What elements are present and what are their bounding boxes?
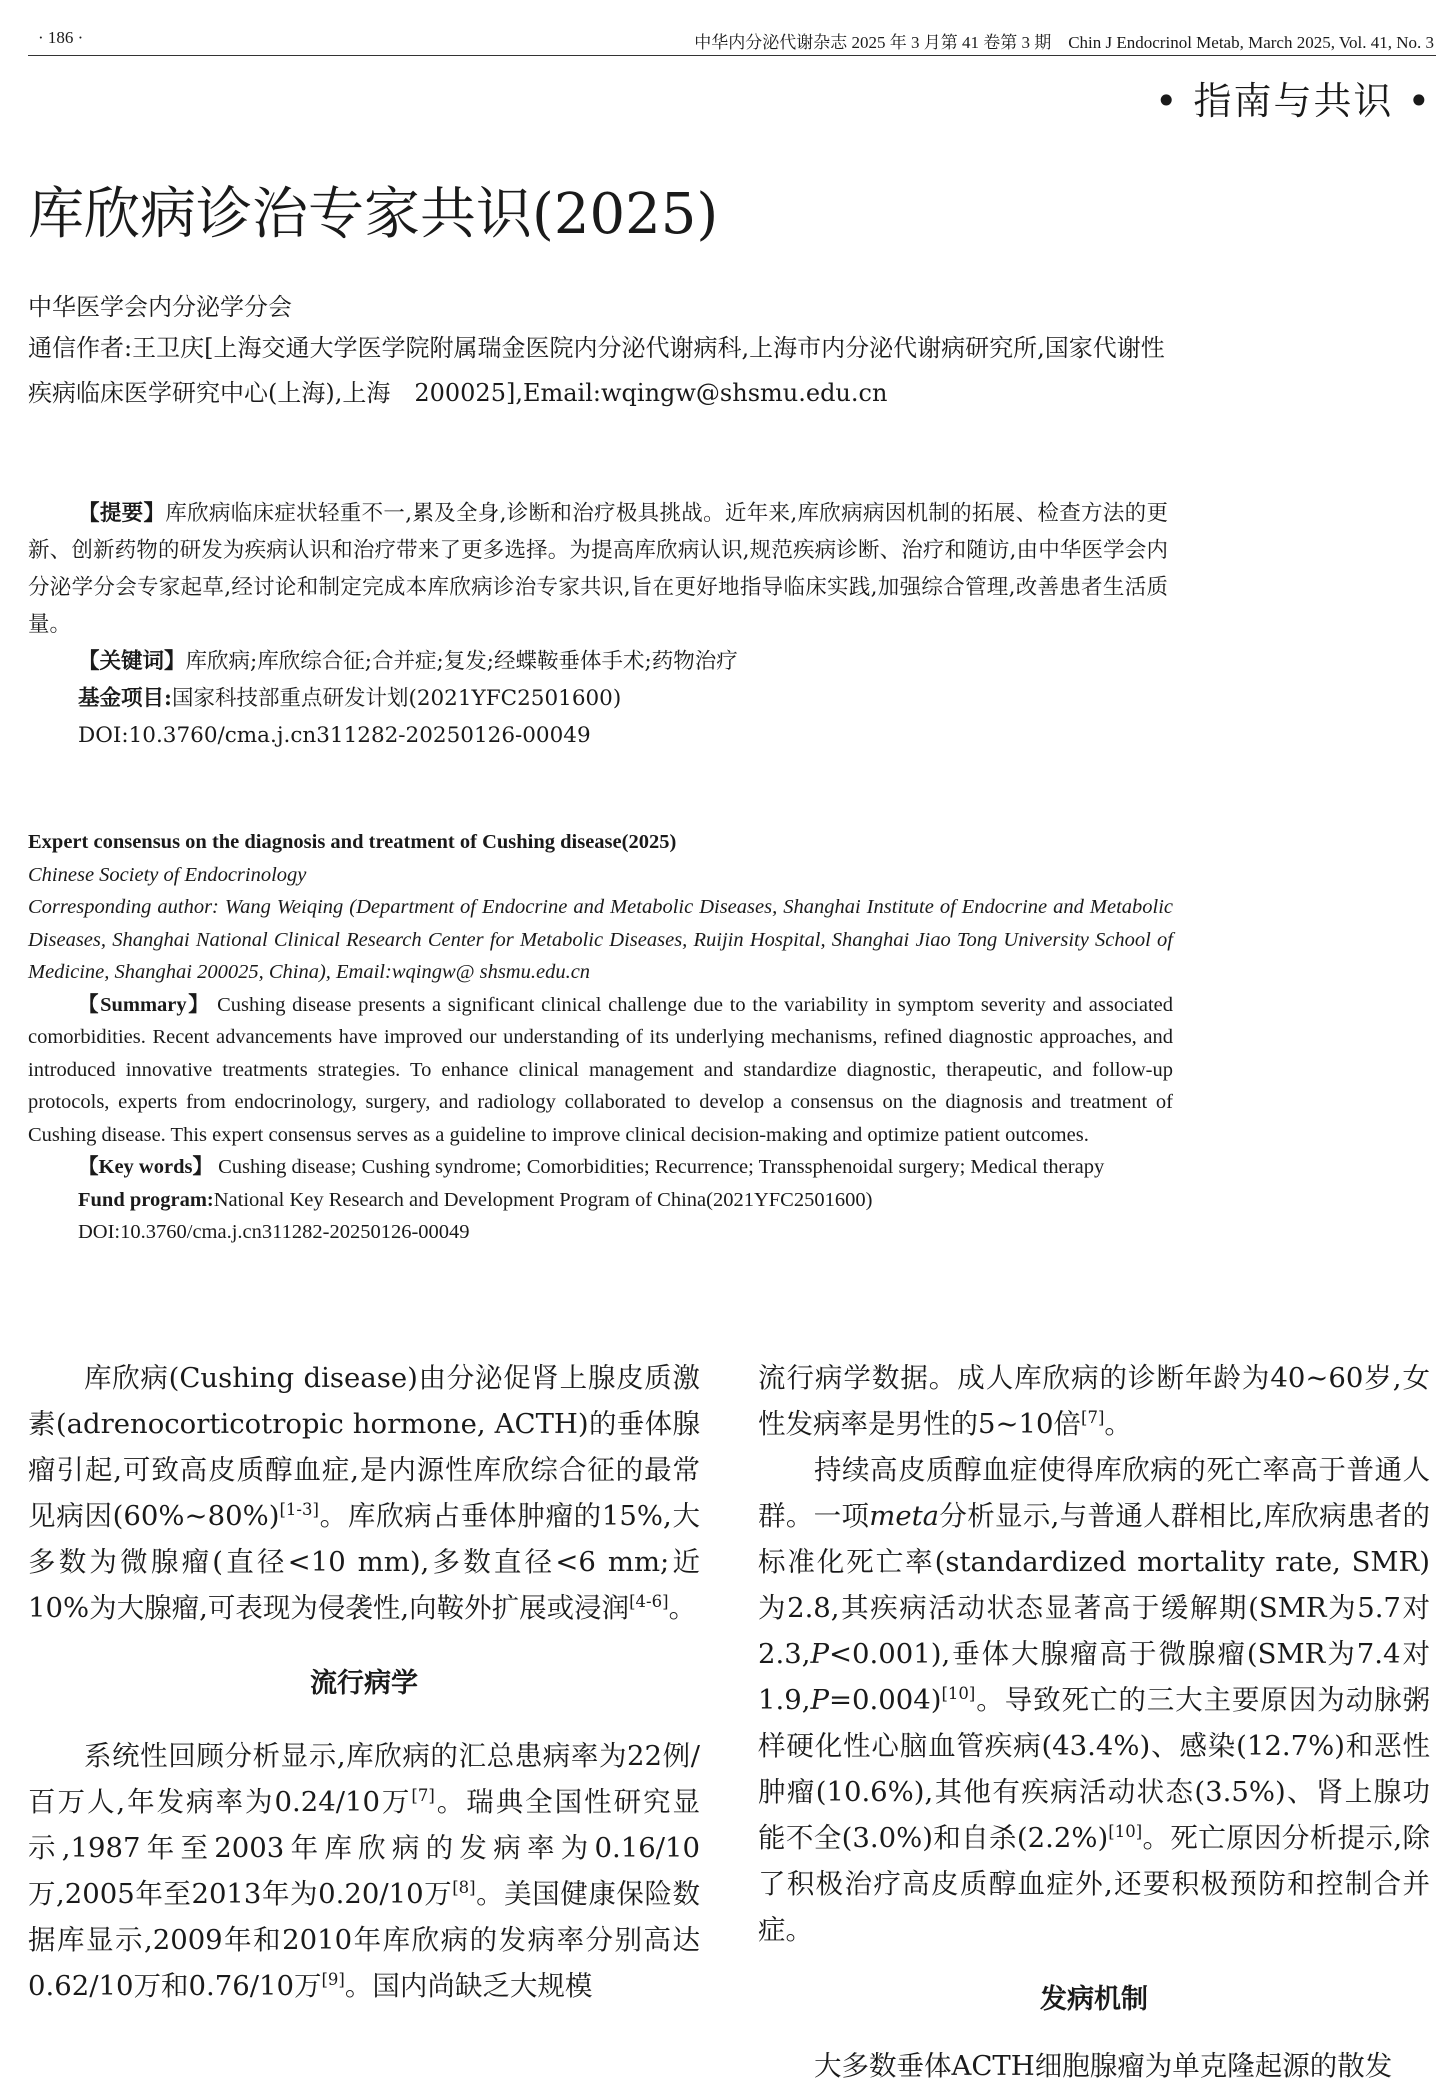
article-title: 库欣病诊治专家共识(2025)	[28, 182, 719, 247]
citation-ref: [10]	[1108, 1821, 1143, 1841]
fund-cn-label: 基金项目:	[78, 686, 172, 711]
fund-cn	[28, 680, 1168, 717]
section-tag: • 指南与共识 •	[1155, 79, 1432, 123]
header-rule	[28, 55, 1436, 56]
text-run: 。	[1104, 1408, 1132, 1440]
text-run: 。导致死亡的三大主要原因为动脉粥样硬化性心脑血管疾病(43.4%)、感染(12.7%)和恶性肿瘤(10.6%),其他有疾病活动状态(3.5%)、肾上腺功能不全(3.0%)和自杀(2.2%)	[758, 1684, 1430, 1854]
fund-en-label: Fund program:	[78, 1188, 214, 1211]
summary-cn-label: 【提要】	[78, 501, 166, 526]
keywords-cn-text: 库欣病;库欣综合征;合并症;复发;经蝶鞍垂体手术;药物治疗	[185, 649, 738, 674]
corresponding-cn: 通信作者:王卫庆[上海交通大学医学院附属瑞金医院内分泌代谢病科,上海市内分泌代谢病研究所,国家代谢性疾病临床医学研究中心(上海),上海 200025],Email:wqingw@shsmu.edu.cn	[28, 334, 1165, 407]
text-run-italic: meta	[869, 1500, 940, 1532]
corresponding-en	[28, 891, 1173, 989]
text-run: 流行病学数据。成人库欣病的诊断年龄为40~60岁,女性发病率是男性的5~10倍	[758, 1362, 1430, 1440]
keywords-cn-label: 【关键词】	[78, 649, 186, 674]
fund-en-text: National Key Research and Development Program of China(2021YFC2501600)	[213, 1188, 873, 1211]
keywords-en	[28, 1151, 1173, 1184]
summary-cn	[28, 495, 1168, 643]
text-run: 。瑞典全国性研究显示,1987年至2003年库欣病的发病率为0.16/10万,2005年至2013年为0.20/10万	[28, 1786, 701, 1910]
corresponding-en-label: Corresponding author:	[28, 896, 219, 918]
text-run-italic: P	[810, 1638, 829, 1670]
author-cn: 中华医学会内分泌学分会	[28, 293, 292, 321]
corresponding-en-text: Wang Weiqing (Department of Endocrine and Metabolic Diseases, Shanghai Institute of Endocrine and Metabolic Diseases, Shanghai National Clinical Research Center for Metabolic Diseases, Ruijin Hospital, Shanghai Jiao Tong University School of Medicine, Shanghai 200025, China), Email:wqingw@ shsmu.edu.cn	[28, 896, 1174, 983]
text-run: 。死亡原因分析提示,除了积极治疗高皮质醇血症外,还要积极预防和控制合并症。	[758, 1822, 1430, 1946]
body-paragraph-epidemiology	[28, 1733, 700, 2009]
text-run: <0.001),垂体大腺瘤高于微腺瘤(SMR为7.4对1.9,	[758, 1638, 1430, 1716]
doi-en: DOI:10.3760/cma.j.cn311282-20250126-00049	[78, 1221, 470, 1243]
text-run: 。库欣病占垂体肿瘤的15%,大多数为微腺瘤(直径<10 mm),多数直径<6 mm;近10%为大腺瘤,可表现为侵袭性,向鞍外扩展或浸润	[28, 1500, 700, 1624]
section-heading-pathogenesis: 发病机制	[1040, 1984, 1148, 2015]
summary-en	[28, 989, 1173, 1152]
body-column-right	[758, 1355, 1430, 2089]
doi-cn: DOI:10.3760/cma.j.cn311282-20250126-00049	[78, 723, 591, 748]
text-run: 持续高皮质醇血症使得库欣病的死亡率高于普通人群。一项	[758, 1454, 1430, 1532]
title-en: Expert consensus on the diagnosis and treatment of Cushing disease(2025)	[28, 831, 677, 853]
abstract-en	[28, 826, 1173, 1249]
body-column-left	[28, 1355, 700, 2009]
text-run: =0.004)	[829, 1684, 942, 1716]
summary-en-text: Cushing disease presents a significant clinical challenge due to the variability in symptom severity and associated comorbidities. Recent advancements have improved our understanding of its underlying mechanisms, refined diagnostic approaches, and introduced innovative treatments strategies. To enhance clinical management and standardize diagnostic, therapeutic, and follow-up protocols, experts from endocrinology, surgery, and radiology collaborated to develop a consensus on the diagnosis and treatment of Cushing disease. This expert consensus serves as a guideline to improve clinical decision-making and optimize patient outcomes.	[28, 993, 1174, 1146]
journal-citation: 中华内分泌代谢杂志 2025 年 3 月第 41 卷第 3 期 Chin J Endocrinol Metab, March 2025, Vol. 41, No. 3	[694, 33, 1434, 52]
fund-en	[28, 1184, 1173, 1217]
summary-en-label: 【Summary】	[78, 993, 211, 1016]
body-paragraph-pathogenesis: 大多数垂体ACTH细胞腺瘤为单克隆起源的散发	[814, 2050, 1393, 2082]
citation-ref: [8]	[452, 1877, 476, 1897]
text-run: 。国内尚缺乏大规模	[344, 1970, 593, 2002]
text-run: 。美国健康保险数据库显示,2009年和2010年库欣病的发病率分别高达0.62/10万和0.76/10万	[28, 1878, 701, 2002]
running-header	[30, 26, 1434, 54]
abstract-cn	[28, 495, 1168, 754]
section-heading-epidemiology: 流行病学	[310, 1668, 418, 1699]
citation-ref: [9]	[321, 1969, 345, 1989]
text-run-italic: P	[810, 1684, 829, 1716]
text-run: 库欣病(Cushing disease)由分泌促肾上腺皮质激素(adrenocorticotropic hormone, ACTH)的垂体腺瘤引起,可致高皮质醇血症,是内源性库欣综合征的最常见病因(60%~80%)	[28, 1362, 700, 1532]
text-run: 分析显示,与普通人群相比,库欣病患者的标准化死亡率(standardized mortality rate, SMR)为2.8,其疾病活动状态显著高于缓解期(SMR为5.7对2.3,	[758, 1500, 1431, 1670]
citation-ref: [1-3]	[279, 1499, 319, 1519]
page-number: · 186 ·	[38, 28, 84, 47]
text-run: 。	[668, 1592, 697, 1624]
summary-cn-text: 库欣病临床症状轻重不一,累及全身,诊断和治疗极具挑战。近年来,库欣病病因机制的拓展、检查方法的更新、创新药物的研发为疾病认识和治疗带来了更多选择。为提高库欣病认识,规范疾病诊断、治疗和随访,由中华医学会内分泌学分会专家起草,经讨论和制定完成本库欣病诊治专家共识,旨在更好地指导临床实践,加强综合管理,改善患者生活质量。	[28, 501, 1168, 637]
citation-ref: [7]	[1081, 1407, 1105, 1427]
keywords-en-text: Cushing disease; Cushing syndrome; Comorbidities; Recurrence; Transsphenoidal surgery; Medical therapy	[218, 1156, 1105, 1178]
citation-ref: [10]	[941, 1683, 976, 1703]
body-paragraph-continued	[758, 1355, 1430, 1447]
author-en: Chinese Society of Endocrinology	[28, 863, 307, 886]
keywords-en-label: 【Key words】	[78, 1156, 213, 1178]
text-run: 系统性回顾分析显示,库欣病的汇总患病率为22例/百万人,年发病率为0.24/10万	[28, 1740, 700, 1818]
keywords-cn	[28, 643, 1168, 680]
body-paragraph-mortality	[758, 1447, 1430, 1953]
body-paragraph-intro	[28, 1355, 700, 1631]
citation-ref: [4-6]	[629, 1591, 669, 1611]
fund-cn-text: 国家科技部重点研发计划(2021YFC2501600)	[171, 686, 622, 711]
citation-ref: [7]	[411, 1785, 435, 1805]
